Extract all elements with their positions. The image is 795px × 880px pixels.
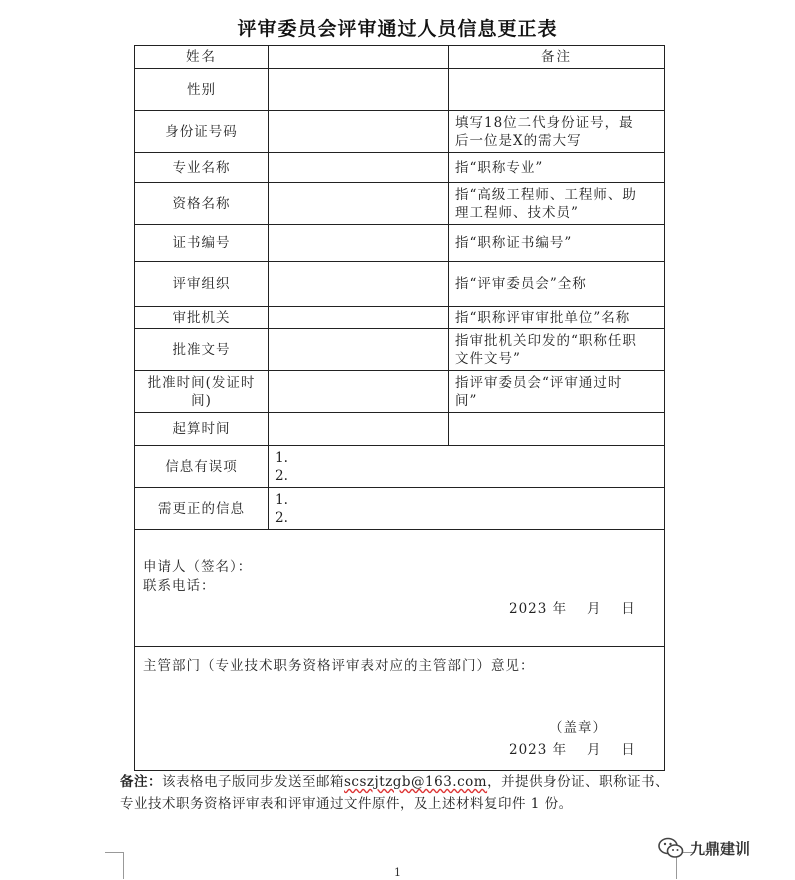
remark-header: 备注 bbox=[449, 46, 665, 69]
qualification-note bbox=[449, 183, 665, 225]
table-row bbox=[135, 329, 665, 371]
certificate-number-field[interactable] bbox=[269, 225, 449, 262]
table-row bbox=[135, 446, 665, 488]
note-line: 填写18位二代身份证号，最 bbox=[455, 114, 634, 131]
note-line: 后一位是X的需大写 bbox=[455, 132, 582, 149]
page-title: 评审委员会评审通过人员信息更正表 bbox=[237, 18, 558, 40]
note-line: 文件文号” bbox=[455, 350, 521, 367]
correct-item: 2. bbox=[275, 509, 288, 526]
error-item: 1. bbox=[275, 449, 288, 466]
watermark-text: 九鼎建训 bbox=[690, 839, 751, 858]
error-item: 2. bbox=[275, 467, 288, 484]
error-info-field[interactable] bbox=[269, 446, 665, 488]
department-opinion-label: 主管部门（专业技术职务资格评审表对应的主管部门）意见： bbox=[143, 658, 535, 674]
review-organization-field[interactable] bbox=[269, 262, 449, 307]
start-time-field[interactable] bbox=[269, 413, 449, 446]
email-link[interactable]: scszjtzgb@163.com bbox=[344, 774, 488, 790]
approval-doc-number-label: 批准文号 bbox=[135, 329, 269, 371]
approval-authority-label: 审批机关 bbox=[135, 307, 269, 329]
approval-doc-number-field[interactable] bbox=[269, 329, 449, 371]
table-row bbox=[135, 225, 665, 262]
name-field[interactable] bbox=[269, 46, 449, 69]
department-block[interactable] bbox=[135, 647, 665, 771]
note-line: 间” bbox=[455, 392, 478, 409]
table-row bbox=[135, 183, 665, 225]
watermark bbox=[658, 836, 750, 860]
signature-label: 申请人（签名）： bbox=[143, 559, 253, 575]
table-row bbox=[135, 69, 665, 111]
id-number-note bbox=[449, 111, 665, 153]
table-row bbox=[135, 153, 665, 183]
approval-time-note bbox=[449, 371, 665, 413]
correct-info-label: 需更正的信息 bbox=[135, 488, 269, 530]
name-label: 姓名 bbox=[135, 46, 269, 69]
major-name-label: 专业名称 bbox=[135, 153, 269, 183]
review-organization-label: 评审组织 bbox=[135, 262, 269, 307]
qualification-label: 资格名称 bbox=[135, 183, 269, 225]
department-row bbox=[135, 647, 665, 771]
remark-label: 备注： bbox=[120, 774, 162, 790]
start-time-note bbox=[449, 413, 665, 446]
seal-label: （盖章） bbox=[549, 720, 607, 736]
table-row bbox=[135, 371, 665, 413]
department-date: 2023 年 月 日 bbox=[509, 742, 636, 758]
id-number-label: 身份证号码 bbox=[135, 111, 269, 153]
approval-authority-field[interactable] bbox=[269, 307, 449, 329]
qualification-field[interactable] bbox=[269, 183, 449, 225]
note-line: 指审批机关印发的“职称任职 bbox=[455, 332, 637, 349]
table-row bbox=[135, 307, 665, 329]
table-row bbox=[135, 488, 665, 530]
major-name-note: 指“职称专业” bbox=[449, 153, 665, 183]
error-info-label: 信息有误项 bbox=[135, 446, 269, 488]
page-number: 1 bbox=[394, 866, 401, 879]
id-number-field[interactable] bbox=[269, 111, 449, 153]
note-line: 指“高级工程师、工程师、助 bbox=[455, 186, 637, 203]
note-line: 指评审委员会“评审通过时 bbox=[455, 374, 623, 391]
correct-item: 1. bbox=[275, 491, 288, 508]
label-line: 间) bbox=[191, 392, 212, 409]
certificate-number-label: 证书编号 bbox=[135, 225, 269, 262]
remark-text-before: 该表格电子版同步发送至邮箱 bbox=[162, 774, 344, 790]
start-time-label: 起算时间 bbox=[135, 413, 269, 446]
correct-info-field[interactable] bbox=[269, 488, 665, 530]
phone-label: 联系电话： bbox=[143, 578, 216, 594]
note-line: 理工程师、技术员” bbox=[455, 204, 579, 221]
approval-time-label bbox=[135, 371, 269, 413]
table-row bbox=[135, 111, 665, 153]
table-row bbox=[135, 413, 665, 446]
applicant-info bbox=[143, 558, 252, 596]
approval-doc-number-note bbox=[449, 329, 665, 371]
label-line: 批准时间(发证时 bbox=[147, 374, 256, 391]
applicant-block[interactable] bbox=[135, 530, 665, 647]
header-row bbox=[135, 46, 665, 69]
table-row bbox=[135, 262, 665, 307]
footnote-remark bbox=[120, 771, 680, 815]
remark-text-after: ，并提供身份证、职称证书、专业技术职务资格评审表和评审通过文件原件，及上述材料复印件 1 份。 bbox=[120, 774, 670, 812]
certificate-number-note: 指“职称证书编号” bbox=[449, 225, 665, 262]
gender-note bbox=[449, 69, 665, 111]
approval-authority-note: 指“职称评审审批单位”名称 bbox=[449, 307, 665, 329]
correction-form-table bbox=[134, 45, 665, 771]
applicant-row bbox=[135, 530, 665, 647]
review-organization-note: 指“评审委员会”全称 bbox=[449, 262, 665, 307]
gender-field[interactable] bbox=[269, 69, 449, 111]
crop-mark-left bbox=[105, 852, 124, 879]
applicant-date: 2023 年 月 日 bbox=[509, 601, 636, 617]
wechat-icon bbox=[658, 836, 684, 860]
major-name-field[interactable] bbox=[269, 153, 449, 183]
gender-label: 性别 bbox=[135, 69, 269, 111]
approval-time-field[interactable] bbox=[269, 371, 449, 413]
